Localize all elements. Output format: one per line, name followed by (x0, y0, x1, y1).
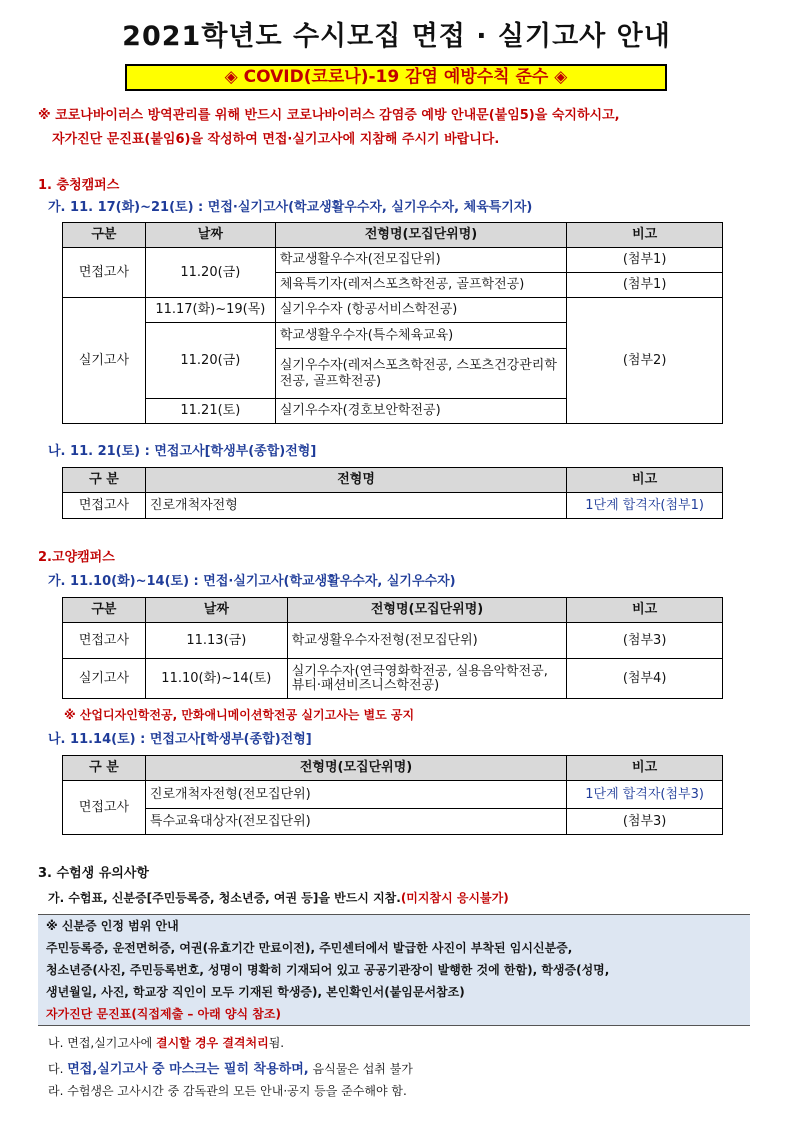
box-line-2: 청소년증(사진, 주민등록번호, 성명이 명확히 기재되어 있고 공공기관장이 발행한 것에 한함), 학생증(성명, (46, 963, 610, 977)
id-card-info-box (38, 914, 750, 1026)
item-da-suffix: 음식물은 섭취 불가 (308, 1062, 413, 1076)
th-date: 날짜 (145, 223, 275, 248)
notice-line-1: ※ 코로나바이러스 방역관리를 위해 반드시 코로나바이러스 감염증 예방 안내문(붙임5)을 숙지하시고, (38, 108, 620, 123)
section3-item-na (48, 1034, 284, 1051)
section2-ga-table (62, 597, 723, 699)
section1-na-table (62, 467, 723, 519)
th-type: 구 분 (63, 756, 146, 781)
cell-note: 1단계 합격자(첨부3) (567, 781, 723, 809)
section3-item-ra: 라. 수험생은 고사시간 중 감독관의 모든 안내·공지 등을 준수해야 함. (48, 1084, 407, 1098)
item-ga-text: 가. 수험표, 신분증[주민등록증, 청소년증, 여권 등]을 반드시 지참. (48, 891, 401, 905)
cell-name: 실기우수자 (항공서비스학전공) (275, 298, 566, 323)
page-title: 2021학년도 수시모집 면접 · 실기고사 안내 (122, 21, 671, 52)
th-name: 전형명(모집단위명) (287, 598, 566, 623)
cell-note: (첨부2) (567, 298, 723, 424)
th-note: 비고 (567, 598, 723, 623)
section2-na-table (62, 755, 723, 835)
section3-item-da (48, 1058, 413, 1077)
section1-heading: 1. 충청캠퍼스 (38, 178, 120, 193)
cell-date: 11.13(금) (145, 623, 287, 659)
covid-banner: ◈ COVID(코로나)-19 감염 예방수칙 준수 ◈ (125, 64, 667, 91)
table-row (63, 781, 723, 809)
th-date: 날짜 (145, 598, 287, 623)
cell-type: 면접고사 (63, 623, 146, 659)
cell-name: 실기우수자(레저스포츠학전공, 스포츠건강관리학전공, 골프학전공) (275, 349, 566, 399)
section2-ga-heading: 가. 11.10(화)~14(토) : 면접·실기고사(학교생활우수자, 실기우수자) (48, 574, 456, 589)
cell-name: 체육특기자(레저스포츠학전공, 골프학전공) (275, 273, 566, 298)
th-type: 구분 (63, 598, 146, 623)
cell-name: 학교생활우수자전형(전모집단위) (287, 623, 566, 659)
section2-heading: 2.고양캠퍼스 (38, 550, 115, 565)
notice-line-2: 자가진단 문진표(붙임6)을 작성하여 면접·실기고사에 지참해 주시기 바랍니다. (52, 132, 500, 147)
cell-date: 11.20(금) (145, 323, 275, 399)
cell-note: (첨부3) (567, 623, 723, 659)
table-row (63, 623, 723, 659)
table-row (63, 809, 723, 835)
th-note: 비고 (567, 756, 723, 781)
section1-ga-table (62, 222, 723, 424)
item-da-blue: 면접,실기고사 중 마스크는 필히 착용하며, (67, 1062, 309, 1077)
cell-note: (첨부1) (567, 273, 723, 298)
th-note: 비고 (567, 223, 723, 248)
cell-type: 면접고사 (63, 493, 146, 519)
box-line-1: 주민등록증, 운전면허증, 여권(유효기간 만료이전), 주민센터에서 발급한 사진이 부착된 임시신분증, (46, 941, 573, 955)
cell-note: (첨부1) (567, 248, 723, 273)
cell-note: (첨부4) (567, 659, 723, 699)
th-type: 구분 (63, 223, 146, 248)
cell-name: 진로개척자전형(전모집단위) (145, 781, 566, 809)
cell-name: 특수교육대상자(전모집단위) (145, 809, 566, 835)
section2-na-heading: 나. 11.14(토) : 면접고사[학생부(종합)전형] (48, 732, 312, 747)
th-name: 전형명(모집단위명) (275, 223, 566, 248)
section3-item-ga (48, 889, 509, 906)
box-title: ※ 신분증 인정 범위 안내 (46, 919, 179, 933)
section2-footnote: ※ 산업디자인학전공, 만화애니메이션학전공 실기고사는 별도 공지 (64, 708, 415, 722)
cell-type: 실기고사 (63, 659, 146, 699)
box-line-4: 자가진단 문진표(직접제출 – 아래 양식 참조) (46, 1007, 281, 1021)
item-na-suffix: 됨. (268, 1036, 285, 1050)
cell-type: 면접고사 (63, 248, 146, 298)
cell-name: 실기우수자(연극영화학전공, 실용음악학전공, 뷰티·패션비즈니스학전공) (287, 659, 566, 699)
cell-type: 실기고사 (63, 298, 146, 424)
cell-note: (첨부3) (567, 809, 723, 835)
th-type: 구 분 (63, 468, 146, 493)
item-ga-warning: (미지참시 응시불가) (400, 891, 509, 905)
table-row (63, 659, 723, 699)
cell-date: 11.10(화)~14(토) (145, 659, 287, 699)
cell-name: 학교생활우수자(특수체육교육) (275, 323, 566, 349)
th-name: 전형명(모집단위명) (145, 756, 566, 781)
cell-type: 면접고사 (63, 781, 146, 835)
table-row (63, 248, 723, 273)
item-na-prefix: 나. 면접,실기고사에 (48, 1036, 156, 1050)
section1-na-heading: 나. 11. 21(토) : 면접고사[학생부(종합)전형] (48, 444, 317, 459)
table-row (63, 493, 723, 519)
cell-date: 11.20(금) (145, 248, 275, 298)
cell-date: 11.21(토) (145, 399, 275, 424)
box-line-3: 생년월일, 사진, 학교장 직인이 모두 기재된 학생증), 본인확인서(붙임문서참조) (46, 985, 465, 999)
item-na-red: 결시할 경우 결격처리 (156, 1036, 269, 1050)
cell-name: 실기우수자(경호보안학전공) (275, 399, 566, 424)
table-row (63, 298, 723, 323)
cell-note: 1단계 합격자(첨부1) (567, 493, 723, 519)
section3-heading: 3. 수험생 유의사항 (38, 866, 149, 881)
th-name: 전형명 (145, 468, 566, 493)
cell-date: 11.17(화)~19(목) (145, 298, 275, 323)
th-note: 비고 (567, 468, 723, 493)
cell-name: 학교생활우수자(전모집단위) (275, 248, 566, 273)
item-da-prefix: 다. (48, 1062, 68, 1076)
covid-notice (38, 104, 758, 152)
section1-ga-heading: 가. 11. 17(화)~21(토) : 면접·실기고사(학교생활우수자, 실기우수자, 체육특기자) (48, 200, 533, 215)
cell-name: 진로개척자전형 (145, 493, 566, 519)
